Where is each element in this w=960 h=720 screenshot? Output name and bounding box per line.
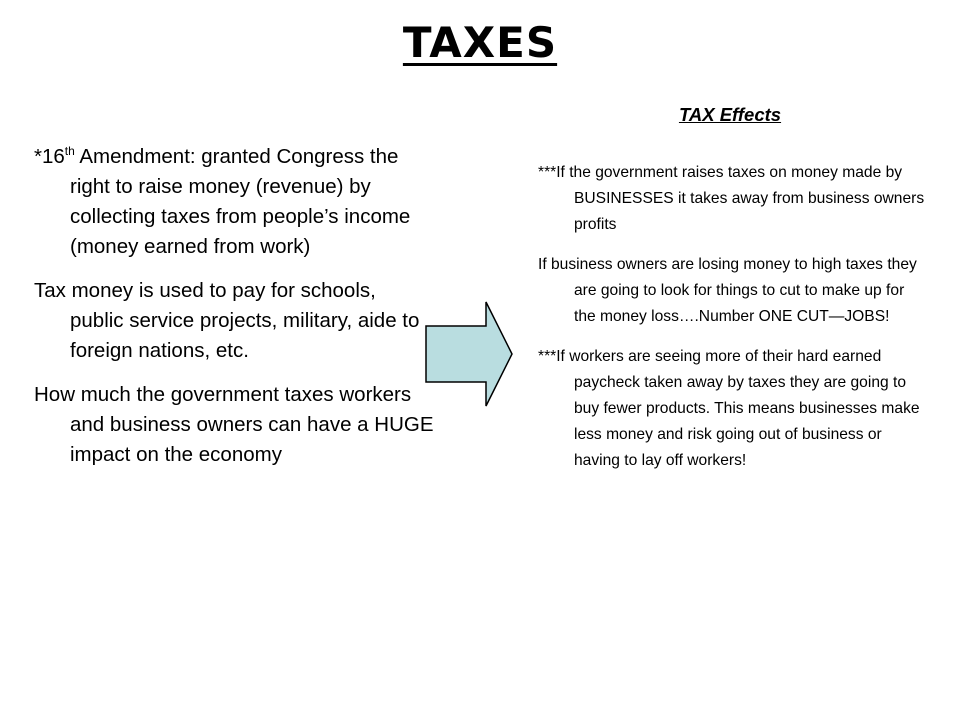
amendment-paragraph — [34, 142, 434, 262]
jobs-cut-paragraph: If business owners are losing money to high taxes they are going to look for things to cut to make up for the money loss….Number ONE CUT—JOBS! — [538, 256, 917, 325]
tax-uses-paragraph: Tax money is used to pay for schools, public service projects, military, aide to foreign nations, etc. — [34, 279, 420, 362]
tax-impact-paragraph: How much the government taxes workers and business owners can have a HUGE impact on the economy — [34, 383, 434, 466]
amendment-text: Amendment: granted Congress the right to raise money (revenue) by collecting taxes from people’s income (money earned from work) — [70, 145, 411, 258]
workers-paycheck-paragraph: ***If workers are seeing more of their hard earned paycheck taken away by taxes they are going to buy fewer products. This means businesses make less money and risk going out of business or having to lay off workers! — [538, 348, 920, 469]
left-text-block — [34, 142, 434, 484]
right-arrow-icon — [424, 300, 514, 408]
right-text-block — [538, 160, 930, 488]
amendment-superscript: th — [64, 144, 75, 158]
amendment-prefix: *16 — [34, 145, 65, 168]
slide-title: TAXES — [402, 18, 558, 67]
business-taxes-paragraph: ***If the government raises taxes on money made by BUSINESSES it takes away from business owners profits — [538, 164, 925, 233]
arrow-shape — [426, 302, 512, 406]
tax-effects-heading: TAX Effects — [678, 104, 782, 125]
